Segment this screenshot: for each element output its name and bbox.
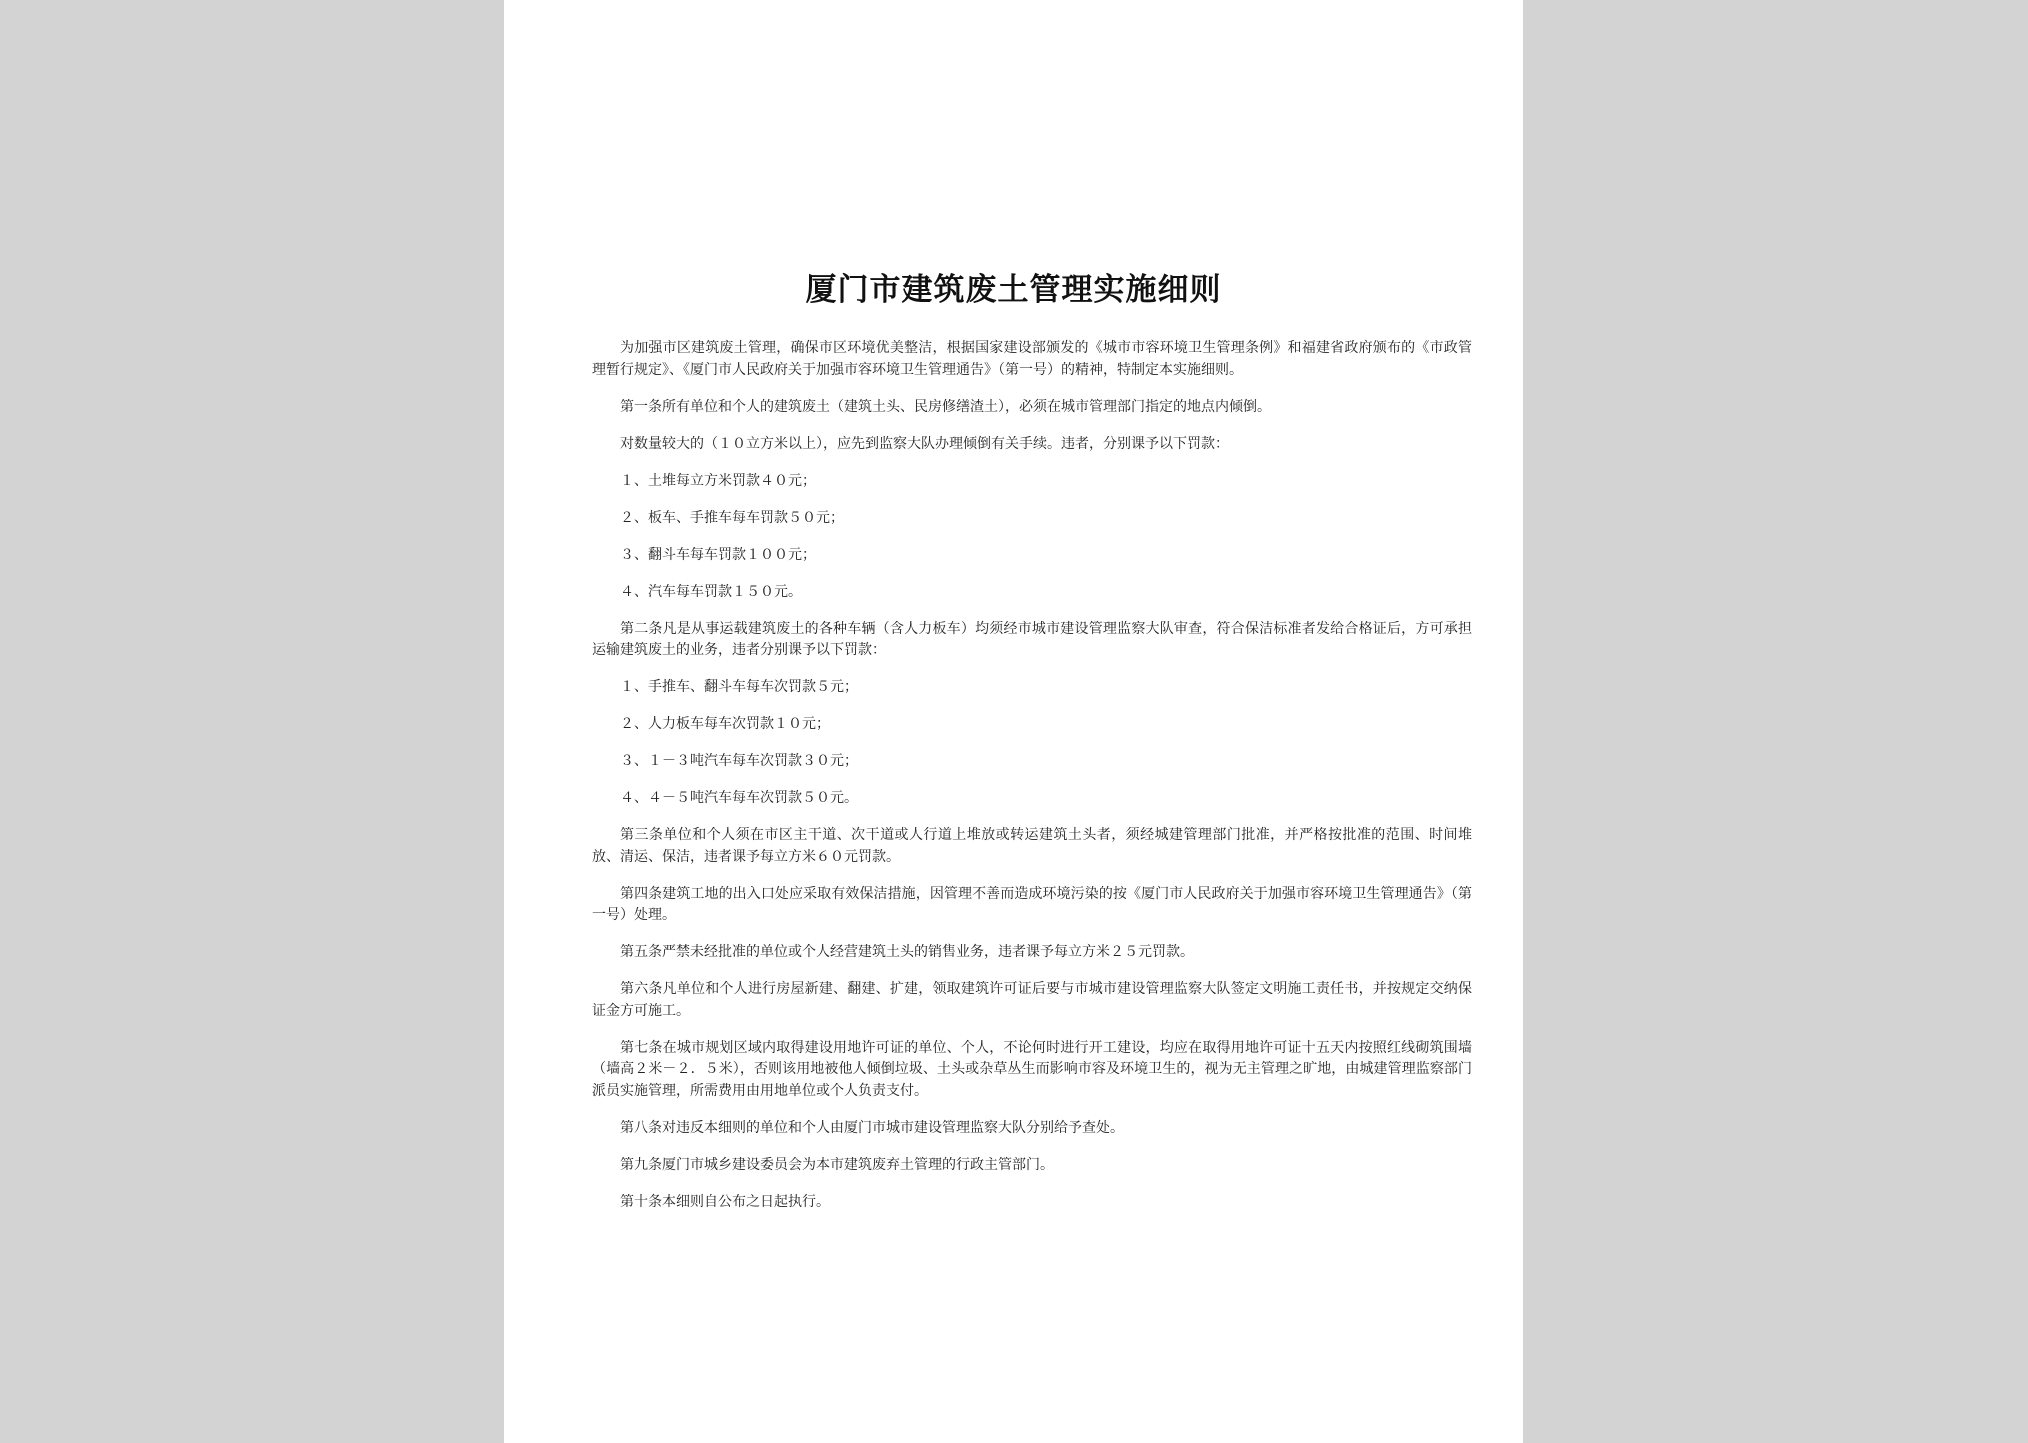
paragraph-preamble: 为加强市区建筑废土管理，确保市区环境优美整洁，根据国家建设部颁发的《城市市容环境卫生管理条例》和福建省政府颁布的《市政管理暂行规定》、《厦门市人民政府关于加强市容环境卫生管理通告》（第一号）的精神，特制定本实施细则。 <box>592 340 1472 378</box>
list-item: ３、翻斗车每车罚款１００元； <box>620 546 816 563</box>
paragraph-article-7: 第七条在城市规划区域内取得建设用地许可证的单位、个人，不论何时进行开工建设，均应在取得用地许可证十五天内按照红线砌筑围墙（墙高２米－２．５米），否则该用地被他人倾倒垃圾、土头或杂草丛生而影响市容及环境卫生的，视为无主管理之旷地，由城建管理监察部门派员实施管理，所需费用由用地单位或个人负责支付。 <box>592 1039 1472 1099</box>
list-item: ４、汽车每车罚款１５０元。 <box>620 583 802 600</box>
document-title: 厦门市建筑废土管理实施细则 <box>805 272 1222 308</box>
paragraph-article-4: 第四条建筑工地的出入口处应采取有效保洁措施，因管理不善而造成环境污染的按《厦门市人民政府关于加强市容环境卫生管理通告》（第一号）处理。 <box>592 885 1472 923</box>
paragraph-article-10: 第十条本细则自公布之日起执行。 <box>620 1193 830 1210</box>
paragraph-article-6: 第六条凡单位和个人进行房屋新建、翻建、扩建，领取建筑许可证后要与市城市建设管理监察大队签定文明施工责任书，并按规定交纳保证金方可施工。 <box>592 981 1472 1019</box>
paragraph-article-2: 第二条凡是从事运载建筑废土的各种车辆（含人力板车）均须经市城市建设管理监察大队审查，符合保洁标准者发给合格证后，方可承担运输建筑废土的业务，违者分别课予以下罚款： <box>592 620 1472 658</box>
list-item: ２、人力板车每车次罚款１０元； <box>620 716 830 732</box>
document-page <box>504 0 1523 1443</box>
list-item: １、土堆每立方米罚款４０元； <box>620 472 816 489</box>
list-item: １、手推车、翻斗车每车次罚款５元； <box>620 679 858 695</box>
document-body <box>592 338 1472 1229</box>
paragraph-article-1-note: 对数量较大的（１０立方米以上），应先到监察大队办理倾倒有关手续。违者，分别课予以下罚款： <box>620 435 1229 452</box>
paragraph-article-3: 第三条单位和个人须在市区主干道、次干道或人行道上堆放或转运建筑土头者，须经城建管理部门批准，并严格按批准的范围、时间堆放、清运、保洁，违者课予每立方米６０元罚款。 <box>592 827 1472 865</box>
list-item: ４、４－５吨汽车每车次罚款５０元。 <box>620 790 858 806</box>
list-item: ２、板车、手推车每车罚款５０元； <box>620 509 844 526</box>
paragraph-article-9: 第九条厦门市城乡建设委员会为本市建筑废弃土管理的行政主管部门。 <box>620 1156 1054 1173</box>
list-item: ３、１－３吨汽车每车次罚款３０元； <box>620 753 858 769</box>
paragraph-article-8: 第八条对违反本细则的单位和个人由厦门市城市建设管理监察大队分别给予查处。 <box>620 1119 1124 1136</box>
paragraph-article-5: 第五条严禁未经批准的单位或个人经营建筑土头的销售业务，违者课予每立方米２５元罚款。 <box>620 944 1194 960</box>
paragraph-article-1: 第一条所有单位和个人的建筑废土（建筑土头、民房修缮渣土），必须在城市管理部门指定的地点内倾倒。 <box>620 398 1271 415</box>
